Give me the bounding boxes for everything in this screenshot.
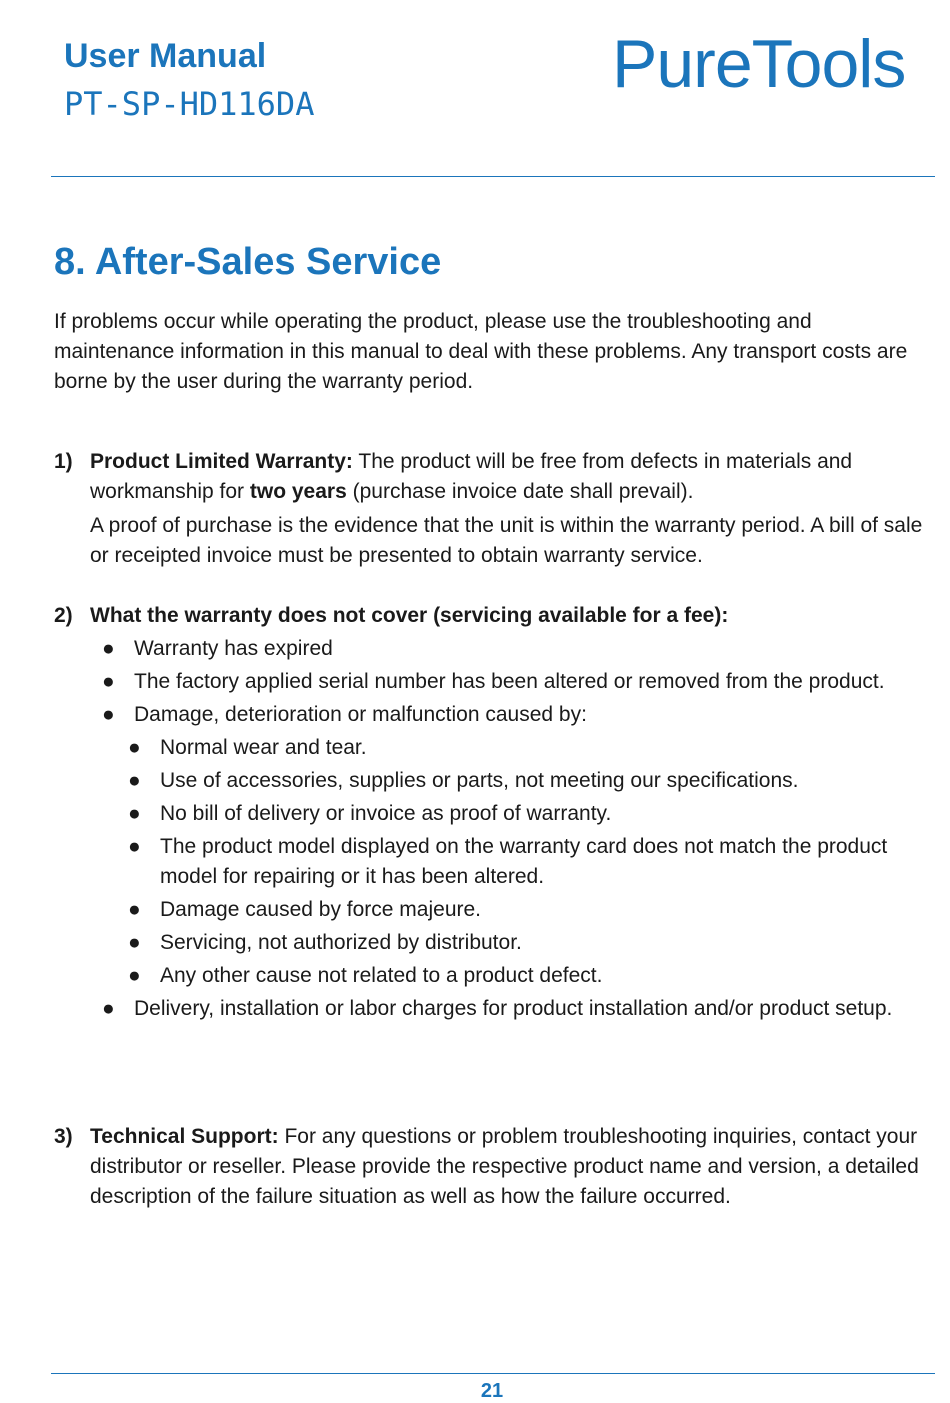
item-number: 3) [54,1125,73,1148]
item-label: What the warranty does not cover (servicing available for a fee): [90,604,729,627]
bullet-dot-icon: ● [102,670,115,693]
sub-bullet: ● Use of accessories, supplies or parts, not meeting our specifications. [128,766,924,796]
bullet-dot-icon: ● [102,637,115,660]
list-item-technical-support [54,1122,924,1212]
bullet: ● The factory applied serial number has been altered or removed from the product. [102,667,924,697]
item-text: The product will be free from defects in materials and workmanship for [90,450,853,503]
bullet-dot-icon: ● [128,898,141,921]
header-title: User Manual [64,37,267,75]
sub-bullet: ● The product model displayed on the warranty card does not match the product model for repairing or it has been altered. [128,832,924,892]
sub-bullet: ● Servicing, not authorized by distributor. [128,928,924,958]
item-paragraph [90,447,924,507]
item-body [90,447,924,571]
section-heading: 8. After-Sales Service [54,241,442,283]
item-number: 1) [54,450,73,473]
list-item-warranty [54,447,924,571]
bullet-dot-icon: ● [128,964,141,987]
item-text: (purchase invoice date shall prevail). [346,480,694,503]
bullet: ● Delivery, installation or labor charges for product installation and/or product setup. [102,994,924,1024]
item-text: For any questions or problem troubleshooting inquiries, contact your distributor or reseller. Please provide the respective product name and version, a detailed description of the failure situation as well as how the failure occurred. [90,1125,919,1208]
bullet-dot-icon: ● [128,835,141,858]
header-model: PT-SP-HD116DA [64,85,315,123]
brand-logo: PureTools [612,26,906,102]
sub-bullet: ● Damage caused by force majeure. [128,895,924,925]
item-label: Product Limited Warranty: [90,450,353,473]
item-paragraph: A proof of purchase is the evidence that the unit is within the warranty period. A bill of sale or receipted invoice must be presented to obtain warranty service. [90,514,923,567]
page-number: 21 [480,1380,504,1402]
bullet: ● Warranty has expired [102,634,924,664]
item-paragraph [90,1122,924,1212]
bullet: ● Damage, deterioration or malfunction caused by: [102,700,924,730]
item-label: Technical Support: [90,1125,279,1148]
item-body [90,601,924,1024]
footer-divider [51,1373,935,1374]
item-emphasis: two years [249,480,347,503]
bullet-dot-icon: ● [128,931,141,954]
bullet-dot-icon: ● [128,736,141,759]
item-body [90,1122,924,1212]
item-number: 2) [54,604,73,627]
sub-bullet: ● Any other cause not related to a product defect. [128,961,924,991]
sub-bullet: ● No bill of delivery or invoice as proof of warranty. [128,799,924,829]
bullet-dot-icon: ● [102,703,115,726]
bullet-dot-icon: ● [128,802,141,825]
header-divider [51,176,935,177]
list-item-not-covered [54,601,924,1024]
section-intro: If problems occur while operating the product, please use the troubleshooting and maintenance information in this manual to deal with these problems. Any transport costs are borne by the user during the warranty period. [54,310,908,393]
sub-bullet: ● Normal wear and tear. [128,733,924,763]
bullet-dot-icon: ● [128,769,141,792]
bullet-dot-icon: ● [102,997,115,1020]
